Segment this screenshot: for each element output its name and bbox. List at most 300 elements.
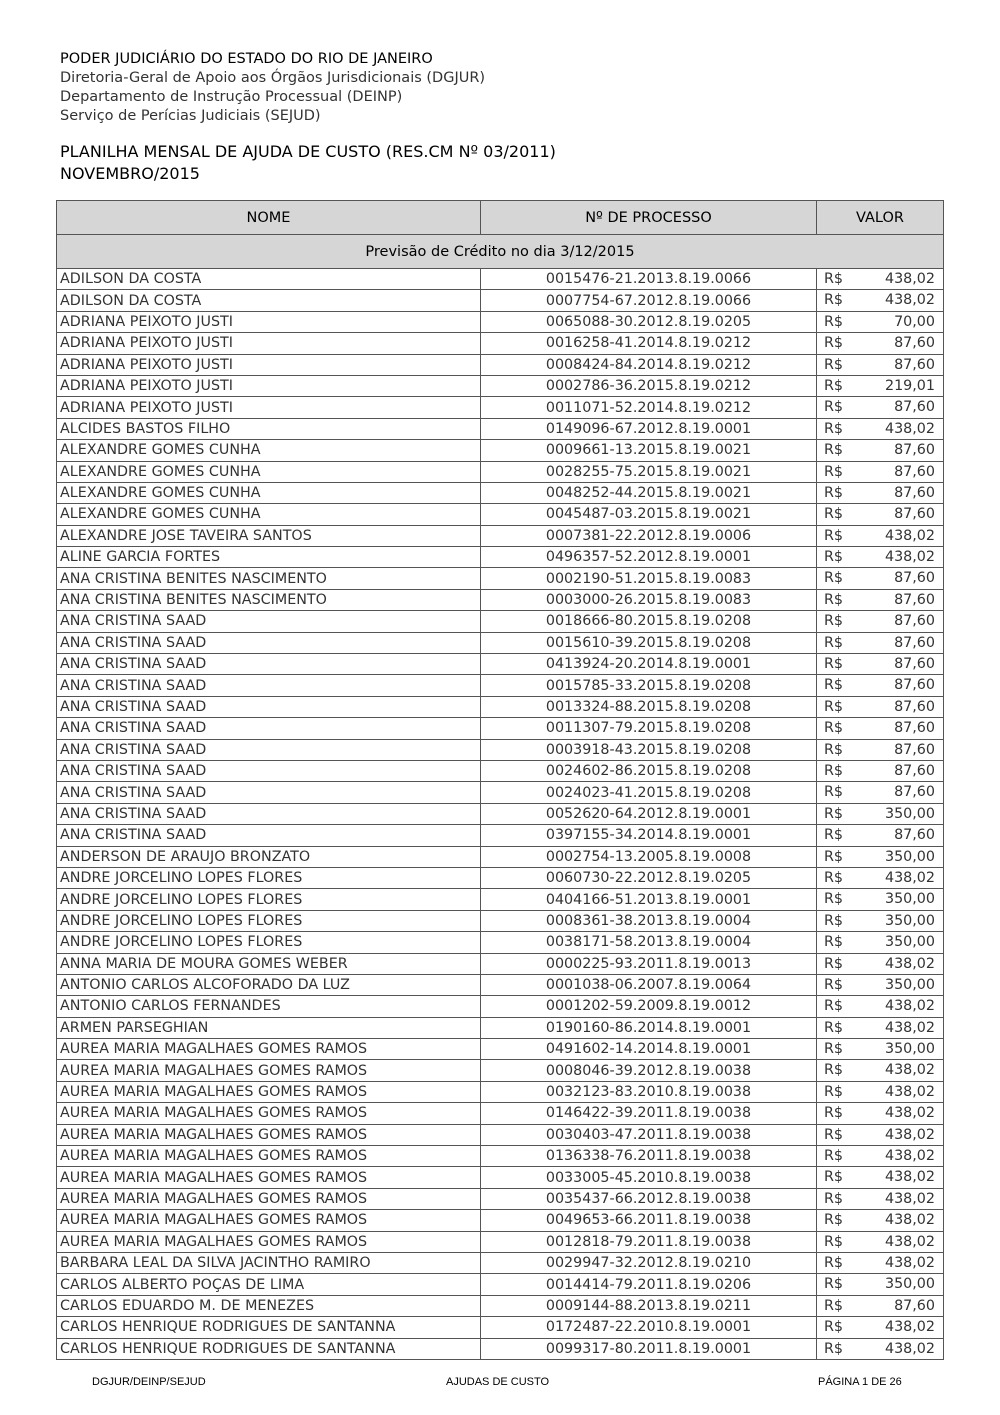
table-row — [57, 696, 944, 717]
amount: 438,02 — [884, 292, 935, 309]
currency-symbol: R$ — [824, 934, 844, 951]
currency-symbol: R$ — [824, 271, 844, 287]
cell-value — [817, 782, 944, 803]
cell-process-number: 0003000-26.2015.8.19.0083 — [481, 589, 817, 610]
cell-name: ANDRE JORCELINO LOPES FLORES — [57, 932, 481, 953]
table-row — [57, 932, 944, 953]
cell-process-number: 0016258-41.2014.8.19.0212 — [481, 333, 817, 354]
cell-value — [817, 1317, 944, 1338]
cell-name: ANA CRISTINA SAAD — [57, 739, 481, 760]
cell-process-number: 0404166-51.2013.8.19.0001 — [481, 889, 817, 910]
table-row — [57, 1231, 944, 1252]
currency-symbol: R$ — [824, 720, 844, 737]
cell-value — [817, 825, 944, 846]
header-institution: PODER JUDICIÁRIO DO ESTADO DO RIO DE JANEIRO — [60, 51, 433, 67]
cell-process-number: 0002786-36.2015.8.19.0212 — [481, 375, 817, 396]
cell-value — [817, 1039, 944, 1060]
table-row — [57, 375, 944, 396]
cell-name: AUREA MARIA MAGALHAES GOMES RAMOS — [57, 1081, 481, 1102]
cell-value — [817, 1210, 944, 1231]
cell-name: AUREA MARIA MAGALHAES GOMES RAMOS — [57, 1103, 481, 1124]
cell-value — [817, 696, 944, 717]
cell-name: ADRIANA PEIXOTO JUSTI — [57, 375, 481, 396]
document-header — [60, 50, 485, 126]
table-row — [57, 996, 944, 1017]
currency-symbol: R$ — [824, 1319, 844, 1336]
cell-value — [817, 932, 944, 953]
amount: 87,60 — [894, 784, 935, 801]
cell-process-number: 0000225-93.2011.8.19.0013 — [481, 953, 817, 974]
currency-symbol: R$ — [824, 549, 844, 566]
cell-value — [817, 354, 944, 375]
section-row — [57, 235, 944, 269]
cell-name: ALEXANDRE JOSE TAVEIRA SANTOS — [57, 525, 481, 546]
title-main: PLANILHA MENSAL DE AJUDA DE CUSTO (RES.CM Nº 03/2011) — [60, 142, 556, 161]
currency-symbol: R$ — [824, 313, 844, 330]
cell-value — [817, 974, 944, 995]
amount: 438,02 — [884, 869, 935, 886]
cell-process-number: 0146422-39.2011.8.19.0038 — [481, 1103, 817, 1124]
currency-symbol: R$ — [824, 1105, 844, 1122]
cell-process-number: 0007754-67.2012.8.19.0066 — [481, 290, 817, 311]
cell-value — [817, 867, 944, 888]
table-row — [57, 1317, 944, 1338]
amount: 438,02 — [884, 1212, 935, 1229]
cell-value — [817, 1124, 944, 1145]
amount: 87,60 — [894, 442, 935, 459]
cell-value — [817, 910, 944, 931]
cell-process-number: 0048252-44.2015.8.19.0021 — [481, 482, 817, 503]
cell-process-number: 0397155-34.2014.8.19.0001 — [481, 825, 817, 846]
cell-value — [817, 1081, 944, 1102]
cell-name: AUREA MARIA MAGALHAES GOMES RAMOS — [57, 1231, 481, 1252]
cell-value — [817, 290, 944, 311]
cell-process-number: 0136338-76.2011.8.19.0038 — [481, 1146, 817, 1167]
amount: 87,60 — [894, 613, 935, 630]
cell-process-number: 0003918-43.2015.8.19.0208 — [481, 739, 817, 760]
cell-process-number: 0496357-52.2012.8.19.0001 — [481, 547, 817, 568]
cell-name: ANA CRISTINA SAAD — [57, 675, 481, 696]
cell-value — [817, 525, 944, 546]
amount: 438,02 — [884, 271, 935, 287]
footer-left: DGJUR/DEINP/SEJUD — [92, 1376, 206, 1388]
cell-value — [817, 269, 944, 290]
table-row — [57, 461, 944, 482]
currency-symbol: R$ — [824, 1190, 844, 1207]
cell-name: ANA CRISTINA SAAD — [57, 696, 481, 717]
cell-process-number: 0001202-59.2009.8.19.0012 — [481, 996, 817, 1017]
amount: 87,60 — [894, 591, 935, 608]
cell-process-number: 0028255-75.2015.8.19.0021 — [481, 461, 817, 482]
cell-name: CARLOS ALBERTO POÇAS DE LIMA — [57, 1274, 481, 1295]
currency-symbol: R$ — [824, 484, 844, 501]
amount: 87,60 — [894, 698, 935, 715]
table-row — [57, 1252, 944, 1273]
cell-name: ANA CRISTINA SAAD — [57, 782, 481, 803]
currency-symbol: R$ — [824, 677, 844, 694]
amount: 438,02 — [884, 1169, 935, 1186]
header-service: Serviço de Perícias Judiciais (SEJUD) — [60, 108, 321, 124]
cell-process-number: 0013324-88.2015.8.19.0208 — [481, 696, 817, 717]
cell-name: ANDRE JORCELINO LOPES FLORES — [57, 867, 481, 888]
amount: 438,02 — [884, 1340, 935, 1357]
table-row — [57, 739, 944, 760]
cell-name: ANA CRISTINA SAAD — [57, 611, 481, 632]
table-row — [57, 782, 944, 803]
cell-name: CARLOS HENRIQUE RODRIGUES DE SANTANNA — [57, 1338, 481, 1359]
cell-process-number: 0024023-41.2015.8.19.0208 — [481, 782, 817, 803]
currency-symbol: R$ — [824, 1169, 844, 1186]
amount: 87,60 — [894, 484, 935, 501]
cell-process-number: 0024602-86.2015.8.19.0208 — [481, 760, 817, 781]
table-row — [57, 482, 944, 503]
amount: 350,00 — [884, 848, 935, 865]
cell-name: AUREA MARIA MAGALHAES GOMES RAMOS — [57, 1146, 481, 1167]
cell-name: ALEXANDRE GOMES CUNHA — [57, 504, 481, 525]
cost-table — [56, 200, 944, 1360]
table-header-row — [57, 201, 944, 235]
table-row — [57, 1124, 944, 1145]
table-row — [57, 803, 944, 824]
amount: 438,02 — [884, 549, 935, 566]
currency-symbol: R$ — [824, 527, 844, 544]
table-row — [57, 611, 944, 632]
table-row — [57, 333, 944, 354]
amount: 87,60 — [894, 720, 935, 737]
cell-value — [817, 482, 944, 503]
currency-symbol: R$ — [824, 570, 844, 587]
cell-value — [817, 718, 944, 739]
table-row — [57, 953, 944, 974]
cell-value — [817, 803, 944, 824]
footer-center: AJUDAS DE CUSTO — [446, 1376, 550, 1388]
amount: 350,00 — [884, 1276, 935, 1293]
cell-value — [817, 675, 944, 696]
table-row — [57, 1017, 944, 1038]
currency-symbol: R$ — [824, 1062, 844, 1079]
currency-symbol: R$ — [824, 741, 844, 758]
amount: 87,60 — [894, 762, 935, 779]
cell-process-number: 0002190-51.2015.8.19.0083 — [481, 568, 817, 589]
cell-name: AUREA MARIA MAGALHAES GOMES RAMOS — [57, 1167, 481, 1188]
cell-process-number: 0030403-47.2011.8.19.0038 — [481, 1124, 817, 1145]
document-title — [60, 141, 556, 185]
amount: 438,02 — [884, 1126, 935, 1143]
currency-symbol: R$ — [824, 998, 844, 1015]
currency-symbol: R$ — [824, 955, 844, 972]
cell-process-number: 0009144-88.2013.8.19.0211 — [481, 1295, 817, 1316]
cell-name: ALEXANDRE GOMES CUNHA — [57, 482, 481, 503]
table-row — [57, 1167, 944, 1188]
currency-symbol: R$ — [824, 762, 844, 779]
cell-value — [817, 311, 944, 332]
cell-value — [817, 1338, 944, 1359]
cell-process-number: 0413924-20.2014.8.19.0001 — [481, 654, 817, 675]
currency-symbol: R$ — [824, 848, 844, 865]
currency-symbol: R$ — [824, 377, 844, 394]
cell-name: ANDRE JORCELINO LOPES FLORES — [57, 889, 481, 910]
currency-symbol: R$ — [824, 1019, 844, 1036]
currency-symbol: R$ — [824, 869, 844, 886]
cell-value — [817, 760, 944, 781]
table-row — [57, 440, 944, 461]
currency-symbol: R$ — [824, 1254, 844, 1271]
currency-symbol: R$ — [824, 827, 844, 844]
currency-symbol: R$ — [824, 335, 844, 352]
amount: 70,00 — [894, 313, 935, 330]
cell-process-number: 0012818-79.2011.8.19.0038 — [481, 1231, 817, 1252]
cell-name: ANA CRISTINA BENITES NASCIMENTO — [57, 589, 481, 610]
table-row — [57, 632, 944, 653]
cell-value — [817, 589, 944, 610]
cell-name: ANTONIO CARLOS ALCOFORADO DA LUZ — [57, 974, 481, 995]
table-row — [57, 1081, 944, 1102]
cell-value — [817, 397, 944, 418]
cell-value — [817, 846, 944, 867]
currency-symbol: R$ — [824, 356, 844, 373]
amount: 87,60 — [894, 356, 935, 373]
cell-name: ANA CRISTINA SAAD — [57, 760, 481, 781]
header-directorate: Diretoria-Geral de Apoio aos Órgãos Jurisdicionais (DGJUR) — [60, 70, 486, 86]
title-month: NOVEMBRO/2015 — [60, 164, 200, 183]
table-row — [57, 1338, 944, 1359]
cell-value — [817, 568, 944, 589]
column-header-value: VALOR — [817, 201, 944, 235]
cell-name: ANDRE JORCELINO LOPES FLORES — [57, 910, 481, 931]
cell-value — [817, 1231, 944, 1252]
amount: 438,02 — [884, 1062, 935, 1079]
amount: 87,60 — [894, 1297, 935, 1314]
cell-value — [817, 418, 944, 439]
currency-symbol: R$ — [824, 613, 844, 630]
section-label: Previsão de Crédito no dia 3/12/2015 — [57, 235, 944, 269]
table-row — [57, 354, 944, 375]
cell-process-number: 0038171-58.2013.8.19.0004 — [481, 932, 817, 953]
table-row — [57, 846, 944, 867]
cell-process-number: 0190160-86.2014.8.19.0001 — [481, 1017, 817, 1038]
currency-symbol: R$ — [824, 634, 844, 651]
amount: 350,00 — [884, 1041, 935, 1058]
cell-process-number: 0002754-13.2005.8.19.0008 — [481, 846, 817, 867]
currency-symbol: R$ — [824, 420, 844, 437]
currency-symbol: R$ — [824, 784, 844, 801]
currency-symbol: R$ — [824, 463, 844, 480]
amount: 438,02 — [884, 1190, 935, 1207]
cell-value — [817, 461, 944, 482]
cell-process-number: 0018666-80.2015.8.19.0208 — [481, 611, 817, 632]
cell-process-number: 0015476-21.2013.8.19.0066 — [481, 269, 817, 290]
cell-value — [817, 889, 944, 910]
cell-name: ANNA MARIA DE MOURA GOMES WEBER — [57, 953, 481, 974]
currency-symbol: R$ — [824, 656, 844, 673]
cell-name: ANDERSON DE ARAUJO BRONZATO — [57, 846, 481, 867]
currency-symbol: R$ — [824, 1276, 844, 1293]
cell-value — [817, 739, 944, 760]
table-row — [57, 418, 944, 439]
amount: 350,00 — [884, 805, 935, 822]
column-header-process: Nº DE PROCESSO — [481, 201, 817, 235]
amount: 87,60 — [894, 570, 935, 587]
cell-name: CARLOS EDUARDO M. DE MENEZES — [57, 1295, 481, 1316]
cell-name: ARMEN PARSEGHIAN — [57, 1017, 481, 1038]
cell-value — [817, 1017, 944, 1038]
cell-value — [817, 1252, 944, 1273]
currency-symbol: R$ — [824, 1233, 844, 1250]
cell-value — [817, 1167, 944, 1188]
table-row — [57, 589, 944, 610]
cell-process-number: 0172487-22.2010.8.19.0001 — [481, 1317, 817, 1338]
table-row — [57, 889, 944, 910]
table-row — [57, 654, 944, 675]
table-row — [57, 867, 944, 888]
amount: 219,01 — [884, 377, 935, 394]
amount: 438,02 — [884, 1148, 935, 1165]
cell-name: ADILSON DA COSTA — [57, 290, 481, 311]
cell-process-number: 0033005-45.2010.8.19.0038 — [481, 1167, 817, 1188]
currency-symbol: R$ — [824, 506, 844, 523]
cell-process-number: 0011307-79.2015.8.19.0208 — [481, 718, 817, 739]
header-department: Departamento de Instrução Processual (DEINP) — [60, 89, 403, 105]
currency-symbol: R$ — [824, 891, 844, 908]
cell-value — [817, 440, 944, 461]
cell-value — [817, 654, 944, 675]
table-row — [57, 568, 944, 589]
cell-value — [817, 375, 944, 396]
cell-name: ANA CRISTINA SAAD — [57, 825, 481, 846]
cell-value — [817, 953, 944, 974]
cell-process-number: 0009661-13.2015.8.19.0021 — [481, 440, 817, 461]
amount: 438,02 — [884, 420, 935, 437]
table-row — [57, 1274, 944, 1295]
cell-value — [817, 504, 944, 525]
currency-symbol: R$ — [824, 698, 844, 715]
amount: 438,02 — [884, 527, 935, 544]
cell-process-number: 0001038-06.2007.8.19.0064 — [481, 974, 817, 995]
table-row — [57, 525, 944, 546]
cell-process-number: 0491602-14.2014.8.19.0001 — [481, 1039, 817, 1060]
table-row — [57, 1146, 944, 1167]
cell-value — [817, 996, 944, 1017]
currency-symbol: R$ — [824, 1340, 844, 1357]
table-row — [57, 1210, 944, 1231]
amount: 87,60 — [894, 463, 935, 480]
currency-symbol: R$ — [824, 399, 844, 416]
cell-process-number: 0011071-52.2014.8.19.0212 — [481, 397, 817, 418]
amount: 350,00 — [884, 912, 935, 929]
cell-process-number: 0008424-84.2014.8.19.0212 — [481, 354, 817, 375]
currency-symbol: R$ — [824, 1148, 844, 1165]
cell-name: ANA CRISTINA BENITES NASCIMENTO — [57, 568, 481, 589]
table-row — [57, 910, 944, 931]
cell-process-number: 0015785-33.2015.8.19.0208 — [481, 675, 817, 696]
table-row — [57, 718, 944, 739]
cell-value — [817, 1274, 944, 1295]
cell-process-number: 0029947-32.2012.8.19.0210 — [481, 1252, 817, 1273]
amount: 438,02 — [884, 1083, 935, 1100]
cell-name: ANA CRISTINA SAAD — [57, 632, 481, 653]
cell-name: AUREA MARIA MAGALHAES GOMES RAMOS — [57, 1039, 481, 1060]
cell-name: ALEXANDRE GOMES CUNHA — [57, 440, 481, 461]
cell-value — [817, 632, 944, 653]
cell-value — [817, 1060, 944, 1081]
cell-name: ALCIDES BASTOS FILHO — [57, 418, 481, 439]
currency-symbol: R$ — [824, 912, 844, 929]
amount: 87,60 — [894, 656, 935, 673]
cell-name: ANA CRISTINA SAAD — [57, 654, 481, 675]
cell-process-number: 0065088-30.2012.8.19.0205 — [481, 311, 817, 332]
cell-value — [817, 333, 944, 354]
table-row — [57, 504, 944, 525]
currency-symbol: R$ — [824, 1041, 844, 1058]
table-row — [57, 1039, 944, 1060]
cell-process-number: 0007381-22.2012.8.19.0006 — [481, 525, 817, 546]
cell-process-number: 0035437-66.2012.8.19.0038 — [481, 1188, 817, 1209]
column-header-name: NOME — [57, 201, 481, 235]
cell-process-number: 0149096-67.2012.8.19.0001 — [481, 418, 817, 439]
table-row — [57, 1295, 944, 1316]
cell-name: ADRIANA PEIXOTO JUSTI — [57, 311, 481, 332]
currency-symbol: R$ — [824, 591, 844, 608]
table-row — [57, 1103, 944, 1124]
cell-name: ADRIANA PEIXOTO JUSTI — [57, 354, 481, 375]
table-row — [57, 974, 944, 995]
cell-process-number: 0008046-39.2012.8.19.0038 — [481, 1060, 817, 1081]
currency-symbol: R$ — [824, 292, 844, 309]
cell-name: AUREA MARIA MAGALHAES GOMES RAMOS — [57, 1188, 481, 1209]
cell-process-number: 0099317-80.2011.8.19.0001 — [481, 1338, 817, 1359]
cell-name: ADRIANA PEIXOTO JUSTI — [57, 333, 481, 354]
cell-process-number: 0052620-64.2012.8.19.0001 — [481, 803, 817, 824]
amount: 87,60 — [894, 827, 935, 844]
cell-process-number: 0060730-22.2012.8.19.0205 — [481, 867, 817, 888]
cell-process-number: 0049653-66.2011.8.19.0038 — [481, 1210, 817, 1231]
cell-name: AUREA MARIA MAGALHAES GOMES RAMOS — [57, 1124, 481, 1145]
table-row — [57, 760, 944, 781]
cell-value — [817, 611, 944, 632]
cell-name: ADRIANA PEIXOTO JUSTI — [57, 397, 481, 418]
amount: 438,02 — [884, 1105, 935, 1122]
amount: 350,00 — [884, 976, 935, 993]
amount: 438,02 — [884, 1319, 935, 1336]
cell-process-number: 0045487-03.2015.8.19.0021 — [481, 504, 817, 525]
table-row — [57, 311, 944, 332]
table-row — [57, 547, 944, 568]
table-row — [57, 825, 944, 846]
table-row — [57, 1188, 944, 1209]
amount: 87,60 — [894, 741, 935, 758]
amount: 438,02 — [884, 998, 935, 1015]
cell-name: AUREA MARIA MAGALHAES GOMES RAMOS — [57, 1210, 481, 1231]
cell-value — [817, 547, 944, 568]
amount: 438,02 — [884, 955, 935, 972]
cell-name: BARBARA LEAL DA SILVA JACINTHO RAMIRO — [57, 1252, 481, 1273]
amount: 350,00 — [884, 891, 935, 908]
footer-page-number: PÁGINA 1 DE 26 — [818, 1376, 902, 1388]
cell-process-number: 0014414-79.2011.8.19.0206 — [481, 1274, 817, 1295]
currency-symbol: R$ — [824, 442, 844, 459]
amount: 87,60 — [894, 506, 935, 523]
table-row — [57, 675, 944, 696]
currency-symbol: R$ — [824, 805, 844, 822]
currency-symbol: R$ — [824, 1083, 844, 1100]
cell-process-number: 0008361-38.2013.8.19.0004 — [481, 910, 817, 931]
cell-name: ALINE GARCIA FORTES — [57, 547, 481, 568]
cell-value — [817, 1295, 944, 1316]
amount: 87,60 — [894, 634, 935, 651]
amount: 350,00 — [884, 934, 935, 951]
cell-value — [817, 1188, 944, 1209]
cell-name: ALEXANDRE GOMES CUNHA — [57, 461, 481, 482]
